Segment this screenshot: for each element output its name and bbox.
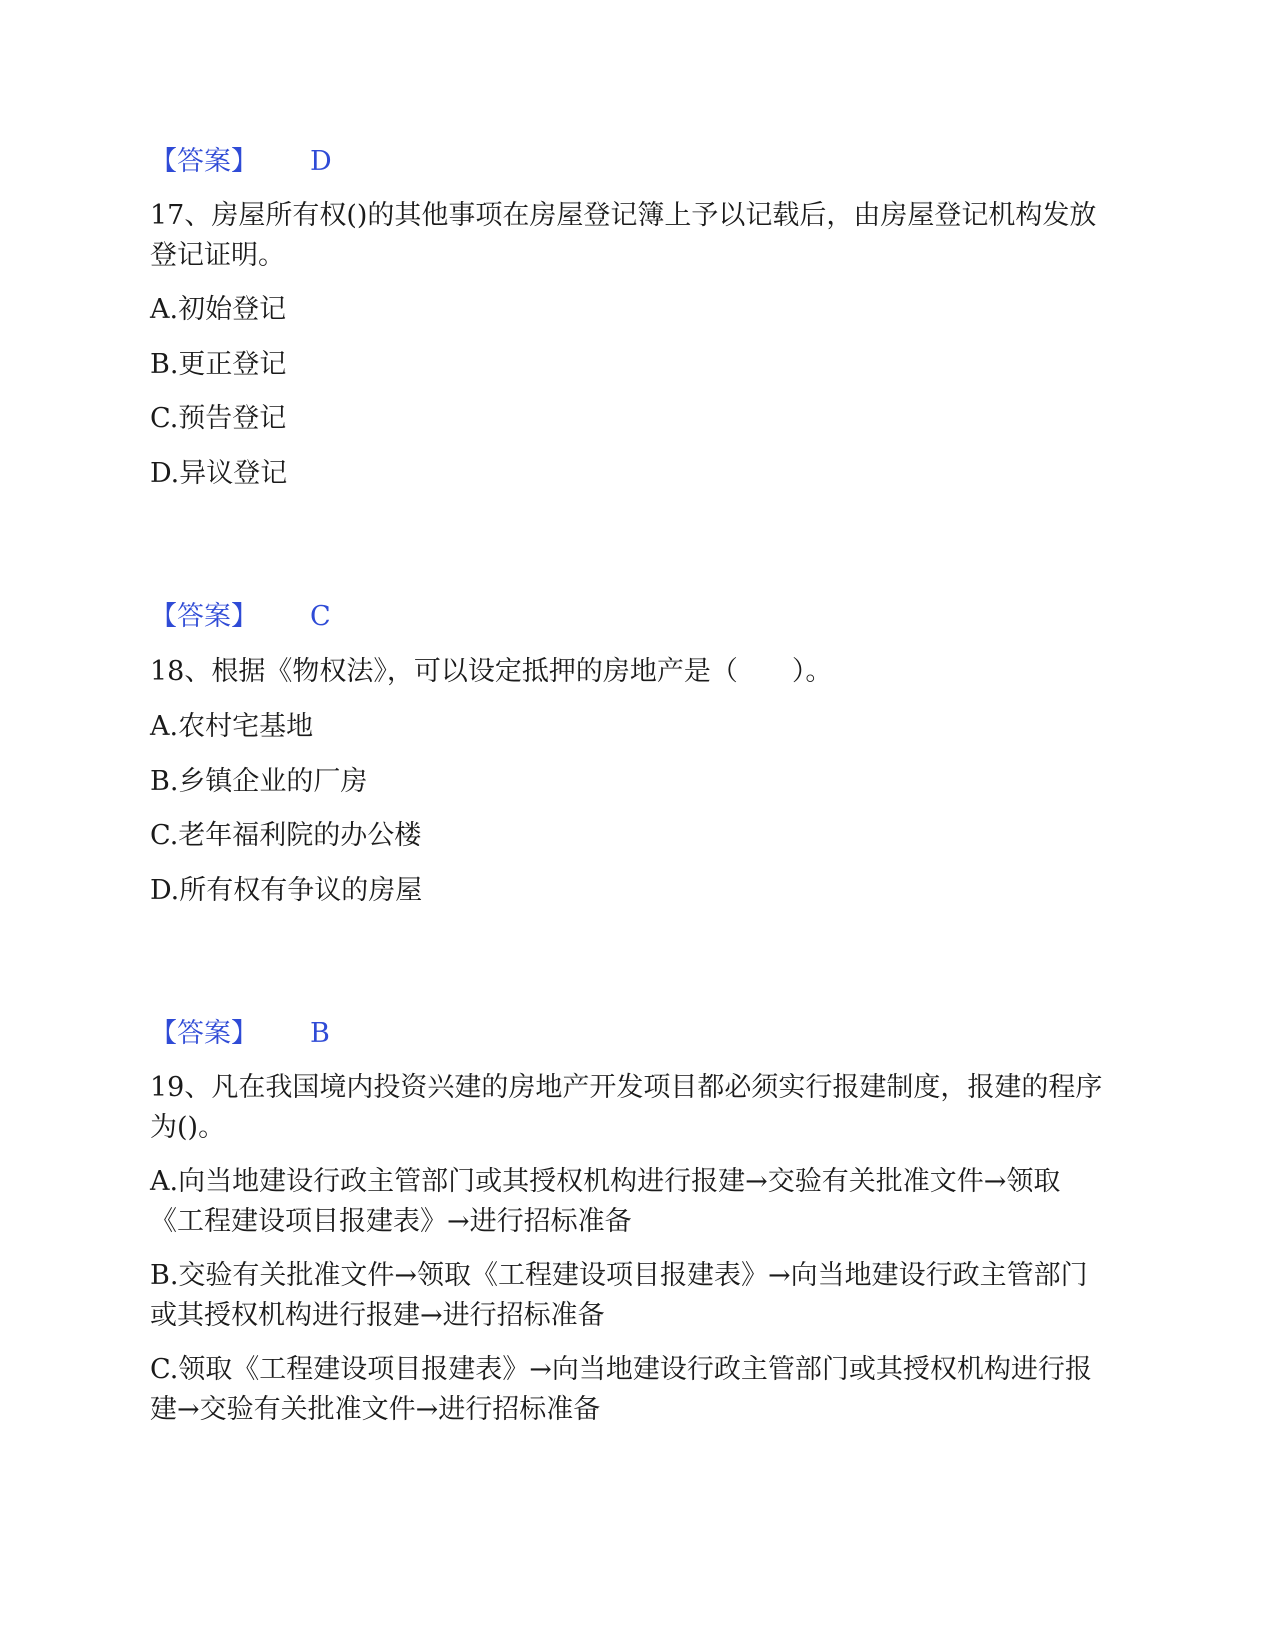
option-c: C.领取《工程建设项目报建表》→向当地建设行政主管部门或其授权机构进行报建→交验有关批准文件→进行招标准备 xyxy=(150,1354,1092,1425)
question-18 xyxy=(150,652,1110,692)
answer-label: 【答案】 xyxy=(150,146,258,177)
option-a: A.初始登记 xyxy=(150,294,287,325)
option-b: B.更正登记 xyxy=(150,349,287,380)
option-c: C.老年福利院的办公楼 xyxy=(150,820,422,851)
option-a: A.农村宅基地 xyxy=(150,711,314,742)
answer-line xyxy=(150,1014,330,1054)
option-d: D.异议登记 xyxy=(150,458,288,489)
question-19 xyxy=(150,1068,1110,1148)
question-text: 19、凡在我国境内投资兴建的房地产开发项目都必须实行报建制度，报建的程序为()。 xyxy=(150,1072,1103,1143)
answer-line xyxy=(150,142,332,182)
answer-value: B xyxy=(310,1018,330,1049)
option-b: B.乡镇企业的厂房 xyxy=(150,766,368,797)
answer-value: C xyxy=(310,601,331,632)
answer-value: D xyxy=(310,146,332,177)
answer-label: 【答案】 xyxy=(150,601,258,632)
question-text: 17、房屋所有权()的其他事项在房屋登记簿上予以记载后，由房屋登记机构发放登记证明。 xyxy=(150,200,1097,271)
answer-line xyxy=(150,597,331,637)
option-d: D.所有权有争议的房屋 xyxy=(150,875,423,906)
question-17 xyxy=(150,196,1110,276)
option-c: C.预告登记 xyxy=(150,403,287,434)
option-a: A.向当地建设行政主管部门或其授权机构进行报建→交验有关批准文件→领取《工程建设项目报建表》→进行招标准备 xyxy=(150,1166,1061,1237)
answer-label: 【答案】 xyxy=(150,1018,258,1049)
question-text: 18、根据《物权法》，可以设定抵押的房地产是（ ）。 xyxy=(150,656,833,687)
option-b: B.交验有关批准文件→领取《工程建设项目报建表》→向当地建设行政主管部门或其授权机构进行报建→进行招标准备 xyxy=(150,1260,1088,1331)
